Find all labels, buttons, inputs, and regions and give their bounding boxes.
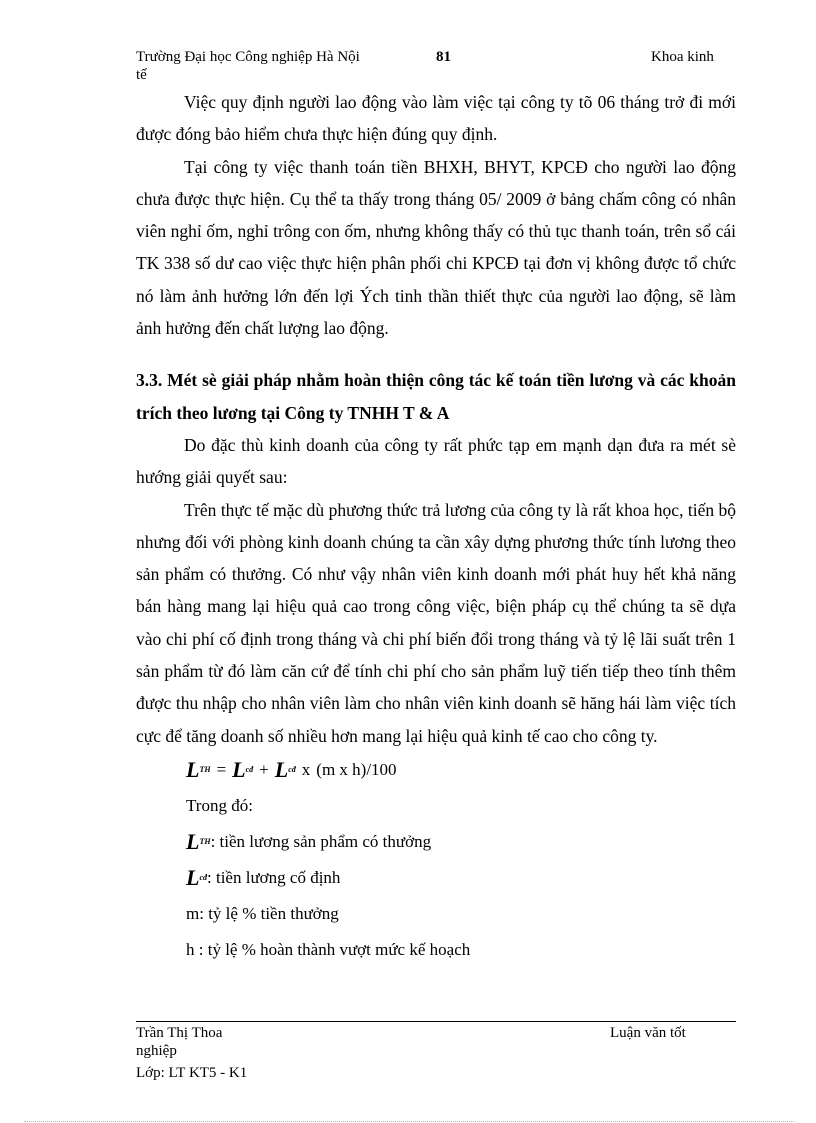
header-school — [136, 48, 436, 84]
page-header — [136, 48, 736, 88]
formula-block — [136, 752, 736, 968]
plus-sign: + — [259, 759, 269, 779]
formula-symbol: L — [232, 756, 246, 782]
section-heading: 3.3. Mét sè giải pháp nhằm hoàn thiện công tác kế toán tiền lương và các khoản trích theo lương tại Công ty TNHH T & A — [136, 370, 736, 423]
department-name: Khoa kinh — [651, 49, 714, 65]
formula-subscript: cđ — [288, 764, 296, 774]
school-name: Trường Đại học Công nghiệp Hà Nội — [136, 49, 360, 65]
formula-subscript: TH — [199, 836, 211, 846]
formula-subscript: TH — [199, 764, 211, 774]
formula-symbol: L — [186, 864, 200, 890]
formula-symbol: L — [274, 756, 289, 782]
department-continuation: tế — [136, 67, 147, 83]
formula — [186, 752, 736, 788]
definition-m: m: tỷ lệ % tiền thưởng — [186, 903, 339, 923]
page-footer — [136, 1021, 736, 1081]
page-edge-divider — [24, 1121, 794, 1122]
document-body — [136, 86, 736, 968]
footer-class: Lớp: LT KT5 - K1 — [136, 1065, 248, 1081]
paragraph: Tại công ty việc thanh toán tiền BHXH, BHYT, KPCĐ cho người lao động chưa được thực hiện. Cụ thể ta thấy trong tháng 05/ 2009 ở bảng chấm công có nhân viên nghỉ ốm, nghỉ trông con ốm, nhưng không thấy có thủ tục thanh toán, trên sổ cái TK 338 số dư cao việc thực hiện phân phối chi KPCĐ tại đơn vị không được tổ chức nó làm ảnh hưởng lớn đến lợi Ých tinh thần thiết thực của người lao động, sẽ làm ảnh hưởng đến chất lượng lao động. — [136, 156, 736, 339]
formula-tail: (m x h)/100 — [316, 759, 397, 779]
footer-author: Trần Thị Thoa — [136, 1025, 223, 1041]
paragraph: Do đặc thù kinh doanh của công ty rất phức tạp em mạnh dạn đưa ra mét sè hướng giải quyết sau: — [136, 434, 736, 488]
definition-h: h : tỷ lệ % hoàn thành vượt mức kế hoạch — [186, 939, 471, 959]
paragraph: Việc quy định người lao động vào làm việc tại công ty tõ 06 tháng trở đi mới được đóng bảo hiểm chưa thực hiện đúng quy định. — [136, 92, 736, 145]
spacer — [136, 344, 736, 364]
page-number: 81 — [436, 49, 451, 65]
definition-lcd — [186, 860, 736, 896]
formula-subscript: cđ — [245, 764, 254, 774]
times-sign: x — [301, 759, 311, 779]
formula-symbol: L — [186, 756, 200, 782]
definition-lth — [186, 824, 736, 860]
formula-symbol: L — [186, 828, 200, 854]
footer-thesis-continuation: nghiệp — [136, 1043, 177, 1059]
definition-text: : tiền lương sản phẩm có thưởng — [210, 831, 432, 851]
definitions-intro: Trong đó: — [186, 795, 253, 815]
formula-subscript: cđ — [199, 872, 208, 882]
paragraph: Trên thực tế mặc dù phương thức trả lương của công ty là rất khoa học, tiến bộ nhưng đối với phòng kinh doanh chúng ta cần xây dựng phương thức tính lương theo sản phẩm có thưởng. Có như vậy nhân viên kinh doanh mới phát huy hết khả năng bán hàng mang lại hiệu quả cao trong công việc, biện pháp cụ thể chúng ta sẽ dựa vào chi phí cố định trong tháng và chi phí biến đổi trong tháng và tỷ lệ lãi suất trên 1 sản phẩm từ đó làm căn cứ để tính chi phí cho sản phẩm luỹ tiến tiếp theo tính thêm được thu nhập cho nhân viên làm cho nhân viên kinh doanh sẽ hăng hái làm việc tích cực để tăng doanh số nhiều hơn mang lại hiệu quả kinh tế cao cho công ty. — [136, 499, 736, 746]
definition-text: : tiền lương cố định — [207, 867, 341, 887]
equals-sign: = — [216, 759, 227, 779]
footer-thesis-label: Luận văn tốt — [610, 1025, 686, 1041]
